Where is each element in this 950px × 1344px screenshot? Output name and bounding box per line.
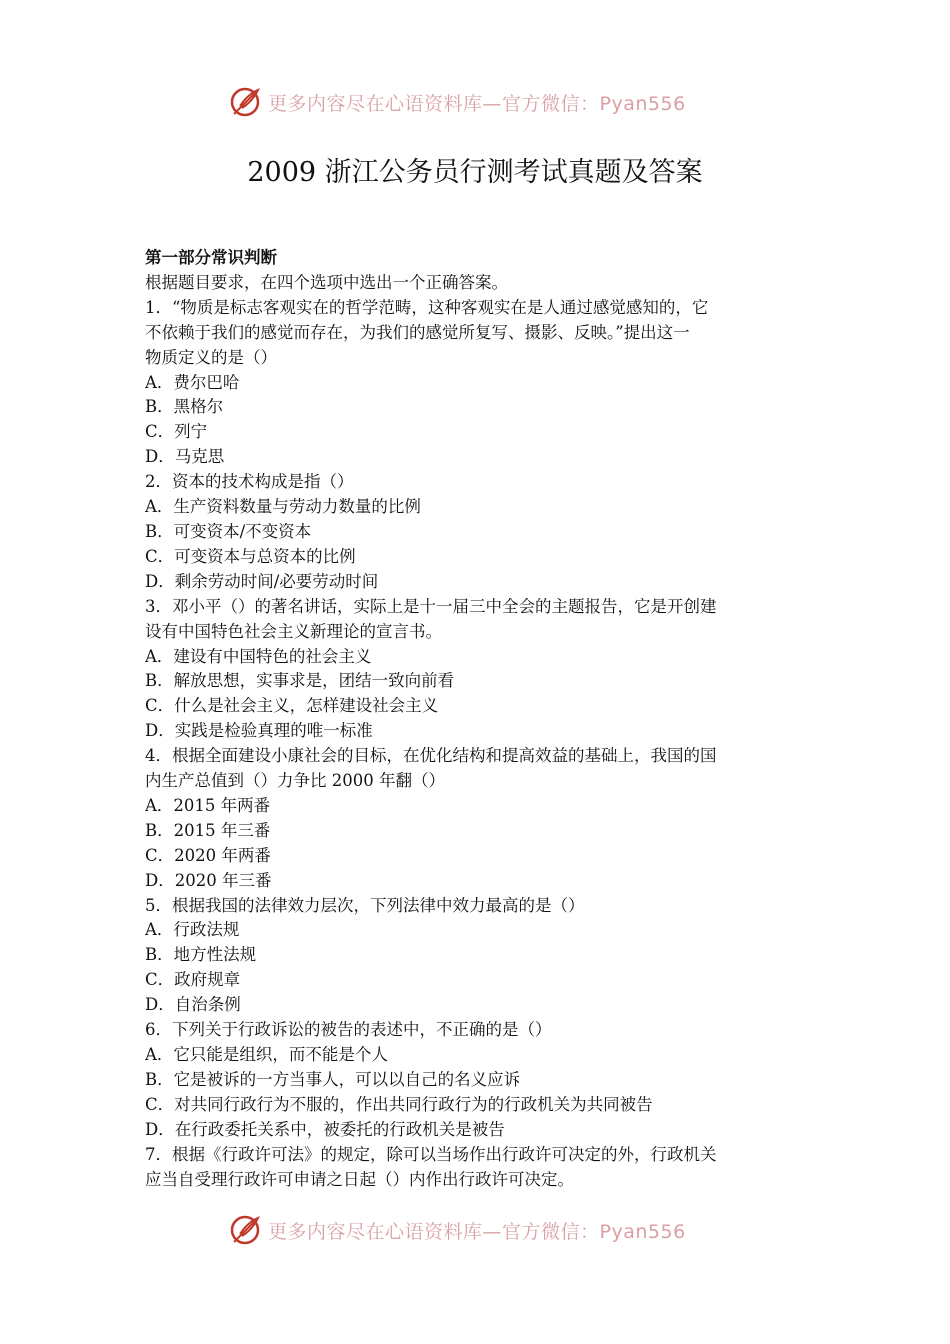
- banner-text: 更多内容尽在心语资料库—官方微信：Pyan556: [268, 92, 686, 115]
- answer-option: B．2015 年三番: [145, 820, 271, 840]
- question-text: 2．资本的技术构成是指（）: [145, 472, 354, 492]
- answer-option: B．可变资本/不变资本: [145, 521, 312, 541]
- question-text: 4．根据全面建设小康社会的目标，在优化结构和提高效益的基础上，我国的国: [145, 746, 717, 766]
- answer-option: A．费尔巴哈: [145, 372, 240, 392]
- answer-option: C．2020 年两番: [145, 845, 271, 865]
- question-text: 5．根据我国的法律效力层次，下列法律中效力最高的是（）: [145, 895, 585, 915]
- answer-option: B．地方性法规: [145, 945, 257, 965]
- question-text: 6．下列关于行政诉讼的被告的表述中，不正确的是（）: [145, 1020, 552, 1040]
- answer-option: C．政府规章: [145, 970, 241, 990]
- answer-option: D．马克思: [145, 447, 225, 467]
- feather-logo-icon: [228, 84, 264, 120]
- question-text: 1．“物质是标志客观实在的哲学范畴，这种客观实在是人通过感觉感知的，它: [145, 297, 709, 317]
- answer-option: A．生产资料数量与劳动力数量的比例: [145, 497, 421, 517]
- answer-option: B．黑格尔: [145, 397, 224, 417]
- instruction-text: 根据题目要求，在四个选项中选出一个正确答案。: [145, 272, 508, 292]
- question-text: 7．根据《行政许可法》的规定，除可以当场作出行政许可决定的外，行政机关: [145, 1144, 717, 1164]
- footer-banner: [228, 1210, 686, 1250]
- answer-option: A．行政法规: [145, 920, 240, 940]
- question-text: 物质定义的是（）: [145, 347, 277, 367]
- question-text: 设有中国特色社会主义新理论的宣言书。: [145, 621, 442, 641]
- document-title: 2009 浙江公务员行测考试真题及答案: [247, 157, 703, 188]
- answer-option: D．自治条例: [145, 995, 241, 1015]
- document-body: [145, 246, 810, 1192]
- answer-option: D．剩余劳动时间/必要劳动时间: [145, 571, 379, 591]
- answer-option: C．什么是社会主义，怎样建设社会主义: [145, 696, 439, 716]
- answer-option: D．实践是检验真理的唯一标准: [145, 721, 373, 741]
- answer-option: D．2020 年三番: [145, 870, 272, 890]
- answer-option: B．它是被诉的一方当事人，可以以自己的名义应诉: [145, 1069, 521, 1089]
- answer-option: C．列宁: [145, 422, 208, 442]
- answer-option: B．解放思想，实事求是，团结一致向前看: [145, 671, 455, 691]
- answer-option: C．可变资本与总资本的比例: [145, 546, 356, 566]
- answer-option: A．建设有中国特色的社会主义: [145, 646, 372, 666]
- question-text: 应当自受理行政许可申请之日起（）内作出行政许可决定。: [145, 1169, 574, 1189]
- answer-option: C．对共同行政行为不服的，作出共同行政行为的行政机关为共同被告: [145, 1094, 653, 1114]
- section-heading: 第一部分常识判断: [145, 248, 277, 267]
- answer-option: A．2015 年两番: [145, 795, 271, 815]
- answer-option: A．它只能是组织，而不能是个人: [145, 1045, 388, 1064]
- question-text: 3．邓小平（）的著名讲话，实际上是十一届三中全会的主题报告，它是开创建: [145, 596, 717, 616]
- header-banner: [228, 82, 686, 122]
- question-text: 内生产总值到（）力争比 2000 年翻（）: [145, 771, 445, 791]
- question-text: 不依赖于我们的感觉而存在，为我们的感觉所复写、摄影、反映。”提出这一: [145, 322, 690, 342]
- answer-option: D．在行政委托关系中，被委托的行政机关是被告: [145, 1119, 505, 1139]
- feather-logo-icon: [228, 1212, 264, 1248]
- banner-text: 更多内容尽在心语资料库—官方微信：Pyan556: [268, 1220, 686, 1243]
